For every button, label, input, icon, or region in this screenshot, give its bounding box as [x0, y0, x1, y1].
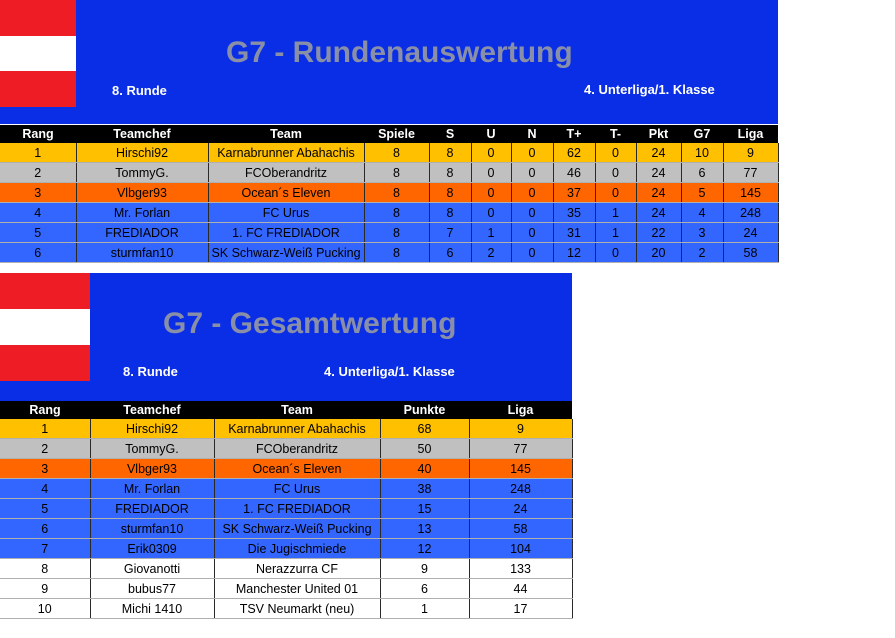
table-cell: 4 [0, 203, 76, 223]
table-cell: 3 [681, 223, 723, 243]
column-header: Spiele [364, 125, 429, 143]
table-cell: 1 [595, 223, 636, 243]
table-row [0, 143, 778, 163]
column-header: Punkte [380, 401, 469, 419]
column-header: Team [214, 401, 380, 419]
column-header: Liga [469, 401, 572, 419]
table-cell: 0 [471, 203, 511, 223]
table-cell: 58 [469, 519, 572, 539]
table-row [0, 439, 572, 459]
table-cell: 6 [429, 243, 471, 263]
table-cell: Vlbger93 [90, 459, 214, 479]
table-cell: 8 [429, 203, 471, 223]
column-header: Liga [723, 125, 778, 143]
table-row [0, 559, 572, 579]
table-cell: 8 [364, 163, 429, 183]
table-cell: 40 [380, 459, 469, 479]
total-league-label: 4. Unterliga/1. Klasse [324, 364, 455, 379]
table-cell: 38 [380, 479, 469, 499]
table-cell: Hirschi92 [76, 143, 208, 163]
table-cell: 145 [469, 459, 572, 479]
table-cell: 12 [380, 539, 469, 559]
table-cell: 9 [0, 579, 90, 599]
table-cell: TommyG. [76, 163, 208, 183]
table-row [0, 479, 572, 499]
table-cell: 0 [595, 143, 636, 163]
table-cell: 8 [429, 183, 471, 203]
table-cell: 22 [636, 223, 681, 243]
table-cell: 5 [681, 183, 723, 203]
table-cell: 9 [723, 143, 778, 163]
table-cell: 5 [0, 223, 76, 243]
table-cell: Michi 1410 [90, 599, 214, 619]
table-cell: 6 [0, 519, 90, 539]
total-round-label: 8. Runde [123, 364, 178, 379]
table-cell: 37 [553, 183, 595, 203]
table-cell: sturmfan10 [90, 519, 214, 539]
table-cell: Manchester United 01 [214, 579, 380, 599]
table-cell: 8 [364, 143, 429, 163]
table-cell: 8 [429, 163, 471, 183]
table-cell: TSV Neumarkt (neu) [214, 599, 380, 619]
table-cell: 0 [511, 183, 553, 203]
column-header: T- [595, 125, 636, 143]
column-header: Teamchef [76, 125, 208, 143]
table-cell: 1 [380, 599, 469, 619]
rounds-round-label: 8. Runde [112, 83, 167, 98]
column-header: N [511, 125, 553, 143]
table-cell: 6 [380, 579, 469, 599]
table-cell: 1 [471, 223, 511, 243]
table-cell: Ocean´s Eleven [214, 459, 380, 479]
table-cell: 1 [0, 143, 76, 163]
column-header: S [429, 125, 471, 143]
table-cell: 5 [0, 499, 90, 519]
table-row [0, 203, 778, 223]
table-cell: 24 [636, 203, 681, 223]
table-cell: Nerazzurra CF [214, 559, 380, 579]
column-header: Pkt [636, 125, 681, 143]
table-cell: 9 [469, 419, 572, 439]
table-cell: 35 [553, 203, 595, 223]
table-cell: 0 [511, 223, 553, 243]
table-cell: FC Urus [214, 479, 380, 499]
table-cell: 46 [553, 163, 595, 183]
table-cell: 0 [471, 183, 511, 203]
table-row [0, 419, 572, 439]
rounds-league-label: 4. Unterliga/1. Klasse [584, 82, 715, 97]
table-row [0, 243, 778, 263]
table-row [0, 539, 572, 559]
table-cell: 1 [595, 203, 636, 223]
table-cell: FCOberandritz [208, 163, 364, 183]
table-cell: 2 [681, 243, 723, 263]
table-cell: 62 [553, 143, 595, 163]
table-row [0, 459, 572, 479]
table-cell: Mr. Forlan [90, 479, 214, 499]
table-cell: Erik0309 [90, 539, 214, 559]
table-cell: Die Jugischmiede [214, 539, 380, 559]
table-cell: 8 [364, 243, 429, 263]
austria-flag [0, 273, 90, 381]
table-cell: 2 [0, 163, 76, 183]
total-table [0, 401, 573, 619]
table-cell: 6 [681, 163, 723, 183]
table-cell: 7 [429, 223, 471, 243]
table-cell: 77 [723, 163, 778, 183]
table-cell: FREDIADOR [76, 223, 208, 243]
table-cell: 68 [380, 419, 469, 439]
table-cell: FREDIADOR [90, 499, 214, 519]
table-cell: bubus77 [90, 579, 214, 599]
table-cell: Karnabrunner Abahachis [208, 143, 364, 163]
table-cell: Mr. Forlan [76, 203, 208, 223]
table-row [0, 183, 778, 203]
table-cell: 58 [723, 243, 778, 263]
table-cell: 8 [364, 183, 429, 203]
total-header [0, 273, 572, 401]
table-cell: 4 [0, 479, 90, 499]
column-header: Rang [0, 125, 76, 143]
table-cell: 13 [380, 519, 469, 539]
table-row [0, 499, 572, 519]
table-row [0, 223, 778, 243]
table-cell: 1 [0, 419, 90, 439]
table-cell: 0 [471, 143, 511, 163]
table-cell: Karnabrunner Abahachis [214, 419, 380, 439]
table-cell: 104 [469, 539, 572, 559]
table-cell: 20 [636, 243, 681, 263]
table-cell: 24 [469, 499, 572, 519]
table-row [0, 579, 572, 599]
table-cell: 0 [471, 163, 511, 183]
table-cell: 31 [553, 223, 595, 243]
table-cell: 248 [469, 479, 572, 499]
table-cell: 12 [553, 243, 595, 263]
column-header: U [471, 125, 511, 143]
table-cell: 248 [723, 203, 778, 223]
table-cell: Vlbger93 [76, 183, 208, 203]
table-cell: 133 [469, 559, 572, 579]
austria-flag [0, 0, 76, 107]
rounds-header [0, 0, 778, 124]
table-cell: TommyG. [90, 439, 214, 459]
table-cell: 0 [595, 163, 636, 183]
table-cell: 0 [595, 243, 636, 263]
table-cell: Hirschi92 [90, 419, 214, 439]
table-cell: 77 [469, 439, 572, 459]
column-header: Teamchef [90, 401, 214, 419]
table-cell: 10 [0, 599, 90, 619]
column-header: T+ [553, 125, 595, 143]
table-cell: 1. FC FREDIADOR [214, 499, 380, 519]
table-cell: 50 [380, 439, 469, 459]
table-row [0, 599, 572, 619]
table-cell: Giovanotti [90, 559, 214, 579]
rounds-table [0, 125, 779, 263]
table-cell: 6 [0, 243, 76, 263]
table-cell: 15 [380, 499, 469, 519]
table-cell: 145 [723, 183, 778, 203]
table-cell: 1. FC FREDIADOR [208, 223, 364, 243]
rounds-title: G7 - Rundenauswertung [226, 36, 573, 69]
table-cell: 0 [511, 243, 553, 263]
table-cell: 0 [511, 163, 553, 183]
table-cell: FC Urus [208, 203, 364, 223]
table-cell: 8 [0, 559, 90, 579]
table-cell: 8 [429, 143, 471, 163]
table-cell: 7 [0, 539, 90, 559]
table-cell: 8 [364, 203, 429, 223]
table-cell: 0 [595, 183, 636, 203]
table-cell: 24 [636, 183, 681, 203]
table-cell: 8 [364, 223, 429, 243]
table-cell: 24 [636, 163, 681, 183]
table-cell: 44 [469, 579, 572, 599]
table-cell: 24 [723, 223, 778, 243]
table-cell: 0 [511, 203, 553, 223]
table-cell: 10 [681, 143, 723, 163]
table-cell: 17 [469, 599, 572, 619]
table-cell: sturmfan10 [76, 243, 208, 263]
table-cell: FCOberandritz [214, 439, 380, 459]
table-cell: 2 [471, 243, 511, 263]
total-title: G7 - Gesamtwertung [163, 307, 457, 340]
table-cell: 3 [0, 183, 76, 203]
table-cell: Ocean´s Eleven [208, 183, 364, 203]
table-cell: 2 [0, 439, 90, 459]
table-row [0, 519, 572, 539]
table-cell: SK Schwarz-Weiß Pucking [208, 243, 364, 263]
table-cell: 3 [0, 459, 90, 479]
column-header: Team [208, 125, 364, 143]
table-cell: 9 [380, 559, 469, 579]
table-cell: 4 [681, 203, 723, 223]
table-cell: 24 [636, 143, 681, 163]
column-header: G7 [681, 125, 723, 143]
column-header: Rang [0, 401, 90, 419]
table-row [0, 163, 778, 183]
table-cell: 0 [511, 143, 553, 163]
table-cell: SK Schwarz-Weiß Pucking [214, 519, 380, 539]
